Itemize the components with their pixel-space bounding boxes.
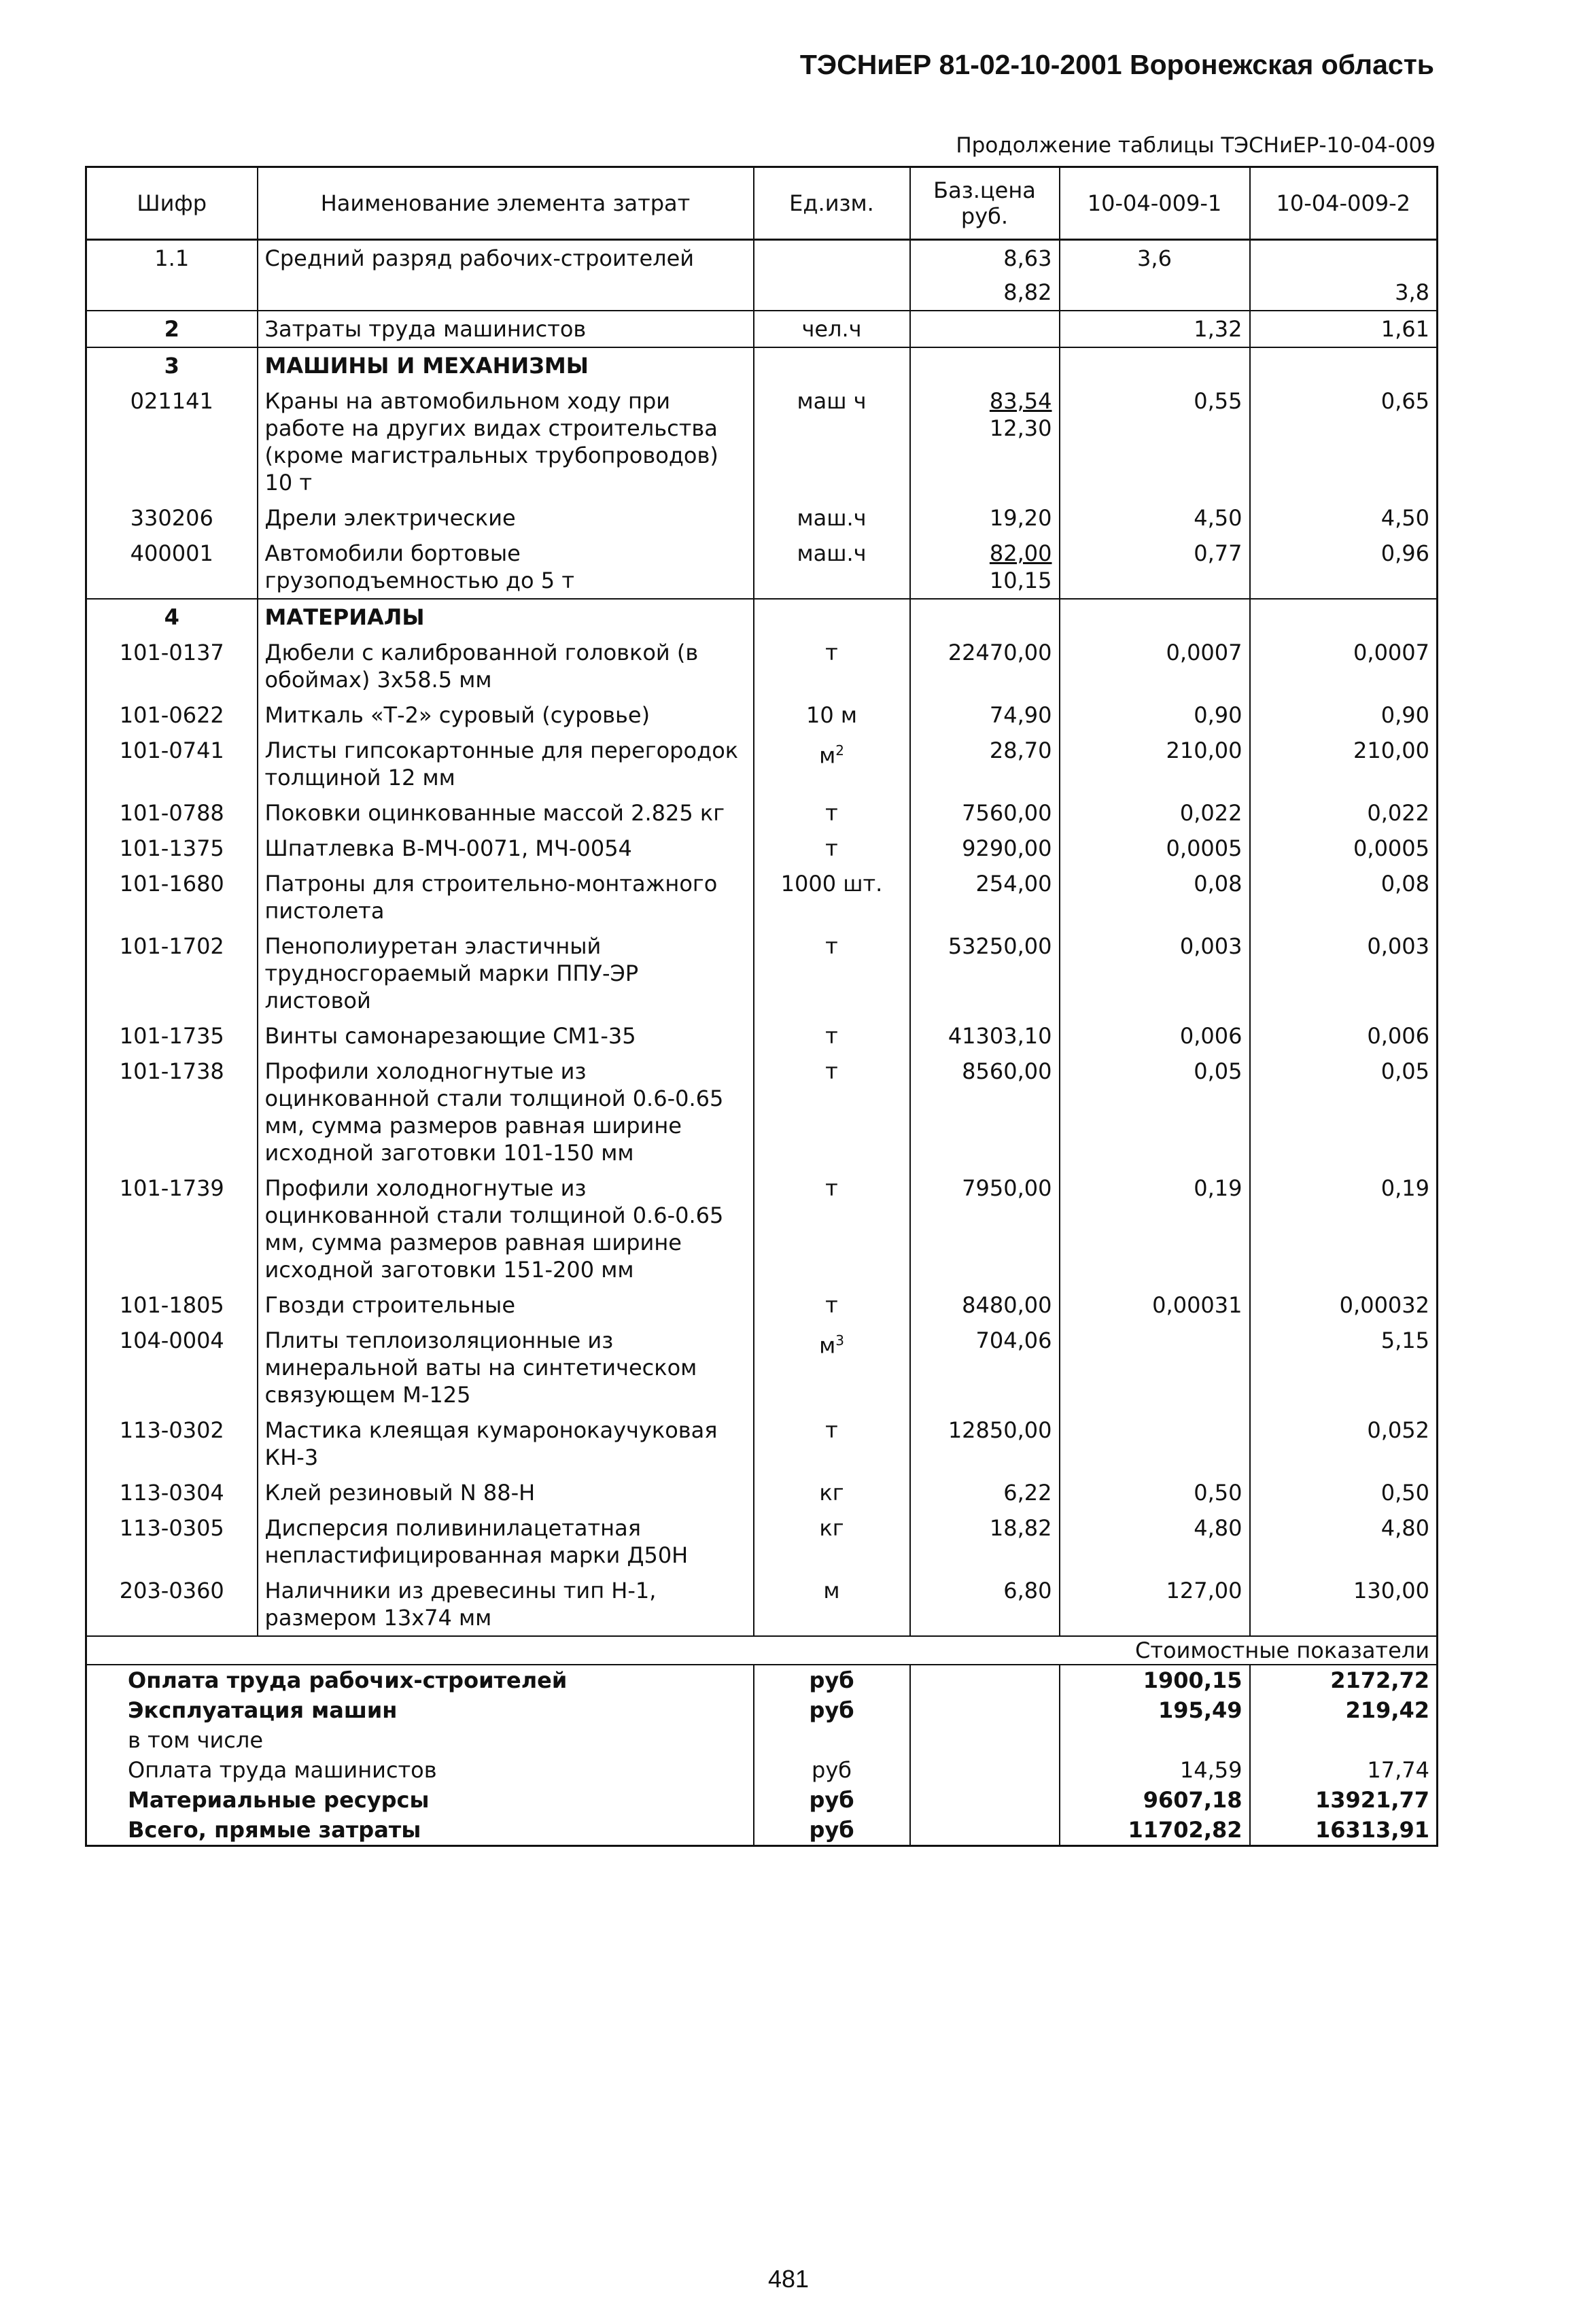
cost-unit: руб xyxy=(754,1665,910,1695)
cell-code: 101-1680 xyxy=(86,866,258,929)
table-row-material xyxy=(86,1287,1438,1323)
cost-label: Материальные ресурсы xyxy=(86,1785,754,1815)
cell-name: Затраты труда машинистов xyxy=(258,311,754,347)
cell-code: 113-0305 xyxy=(86,1510,258,1573)
cell-name: Краны на автомобильном ходу при работе на других видах строительства (кроме магистральных трубопроводов) 10 т xyxy=(258,383,754,500)
column-header-price: Баз.цена руб. xyxy=(910,167,1060,240)
cost-row xyxy=(86,1815,1438,1846)
cell-unit: маш ч xyxy=(754,383,910,500)
cell-code: 3 xyxy=(86,347,258,383)
unit-value: т xyxy=(825,800,838,826)
cell-unit xyxy=(754,697,910,733)
table-row-material xyxy=(86,635,1438,697)
cell-code: 101-0741 xyxy=(86,733,258,795)
cell-code: 203-0360 xyxy=(86,1573,258,1636)
cell-price: 41303,10 xyxy=(910,1018,1060,1054)
cell-price: 6,22 xyxy=(910,1475,1060,1510)
cell-price: 12850,00 xyxy=(910,1412,1060,1475)
table-row-material xyxy=(86,831,1438,866)
column-header-unit: Ед.изм. xyxy=(754,167,910,240)
cell-price: 254,00 xyxy=(910,866,1060,929)
cell-10-04-009-2: 1,61 xyxy=(1250,311,1438,347)
cost-10-04-009-2: 13921,77 xyxy=(1250,1785,1438,1815)
cost-norms-table xyxy=(85,166,1438,1847)
cost-10-04-009-1: 11702,82 xyxy=(1060,1815,1250,1846)
cell-unit xyxy=(754,1054,910,1170)
cell-name: Гвозди строительные xyxy=(258,1287,754,1323)
cell-10-04-009-1: 0,19 xyxy=(1060,1170,1250,1287)
cost-label: Оплата труда машинистов xyxy=(86,1755,754,1785)
cell-10-04-009-2 xyxy=(1250,240,1438,311)
unit-value: кг xyxy=(819,1515,844,1541)
cost-label: в том числе xyxy=(86,1725,754,1755)
cell-code: 4 xyxy=(86,599,258,635)
cell-name: Средний разряд рабочих-строителей xyxy=(258,240,754,311)
cell-unit: чел.ч xyxy=(754,311,910,347)
unit-value: т xyxy=(825,1023,838,1049)
cell-name: Дрели электрические xyxy=(258,500,754,536)
cell-code: 101-1375 xyxy=(86,831,258,866)
page-header-title: ТЭСНиЕР 81-02-10-2001 Воронежская область xyxy=(799,49,1434,80)
cell-price: 74,90 xyxy=(910,697,1060,733)
table-row-material xyxy=(86,1475,1438,1510)
unit-value: м xyxy=(823,1578,840,1603)
price-value-secondary: 12,30 xyxy=(989,415,1052,441)
cost-10-04-009-1: 14,59 xyxy=(1060,1755,1250,1785)
unit-value: т xyxy=(825,640,838,665)
cell-name: Плиты теплоизоляционные из минеральной ваты на синтетическом связующем М-125 xyxy=(258,1323,754,1412)
column-header-code: Шифр xyxy=(86,167,258,240)
cell-10-04-009-2 xyxy=(1250,347,1438,383)
cell-name: Пенополиуретан эластичный трудносгораемый марки ППУ-ЭР листовой xyxy=(258,929,754,1018)
unit-value: т xyxy=(825,835,838,861)
table-row-material xyxy=(86,1018,1438,1054)
table-row-machine xyxy=(86,500,1438,536)
table-row-material xyxy=(86,1054,1438,1170)
table-row-material xyxy=(86,1510,1438,1573)
cell-code: 2 xyxy=(86,311,258,347)
cell-name: Листы гипсокартонные для перегородок толщиной 12 мм xyxy=(258,733,754,795)
unit-value: кг xyxy=(819,1480,844,1506)
cell-10-04-009-2: 0,052 xyxy=(1250,1412,1438,1475)
cell-10-04-009-2 xyxy=(1250,599,1438,635)
cell-10-04-009-1 xyxy=(1060,240,1250,311)
cell-10-04-009-1: 4,50 xyxy=(1060,500,1250,536)
cell-price: 8480,00 xyxy=(910,1287,1060,1323)
cell-price xyxy=(910,311,1060,347)
cell-unit xyxy=(754,1323,910,1412)
cell-unit xyxy=(754,831,910,866)
cell-10-04-009-1 xyxy=(1060,347,1250,383)
cell-unit: маш.ч xyxy=(754,500,910,536)
section-row-machines xyxy=(86,347,1438,383)
cell-code: 101-1738 xyxy=(86,1054,258,1170)
table-row-material xyxy=(86,929,1438,1018)
cell-price: 7560,00 xyxy=(910,795,1060,831)
cell-price: 53250,00 xyxy=(910,929,1060,1018)
column-header-10-04-009-1: 10-04-009-1 xyxy=(1060,167,1250,240)
unit-value: т xyxy=(825,1417,838,1443)
grade-value-1: 3,6 xyxy=(1137,245,1172,271)
cell-10-04-009-2: 210,00 xyxy=(1250,733,1438,795)
cost-row xyxy=(86,1665,1438,1695)
table-row-material xyxy=(86,1323,1438,1412)
cell-name: МАТЕРИАЛЫ xyxy=(258,599,754,635)
cell-unit xyxy=(754,1573,910,1636)
cost-empty xyxy=(910,1665,1060,1695)
cost-empty xyxy=(910,1785,1060,1815)
cost-10-04-009-2: 2172,72 xyxy=(1250,1665,1438,1695)
cell-10-04-009-2: 0,00032 xyxy=(1250,1287,1438,1323)
cell-unit xyxy=(754,1018,910,1054)
table-header xyxy=(86,167,1438,240)
cell-code: 113-0304 xyxy=(86,1475,258,1510)
unit-superscript: 2 xyxy=(835,742,844,759)
cell-price: 704,06 xyxy=(910,1323,1060,1412)
section-row-materials xyxy=(86,599,1438,635)
cell-10-04-009-1: 0,006 xyxy=(1060,1018,1250,1054)
table-row-material xyxy=(86,697,1438,733)
cost-10-04-009-2: 17,74 xyxy=(1250,1755,1438,1785)
cell-name: Патроны для строительно-монтажного пистолета xyxy=(258,866,754,929)
price-value-2: 8,82 xyxy=(1003,279,1052,305)
cell-10-04-009-1: 0,50 xyxy=(1060,1475,1250,1510)
cost-empty xyxy=(910,1815,1060,1846)
cell-unit xyxy=(754,599,910,635)
column-header-10-04-009-2: 10-04-009-2 xyxy=(1250,167,1438,240)
cell-10-04-009-2: 0,08 xyxy=(1250,866,1438,929)
cell-code: 113-0302 xyxy=(86,1412,258,1475)
cell-price xyxy=(910,536,1060,599)
cell-code: 330206 xyxy=(86,500,258,536)
cell-10-04-009-1: 0,90 xyxy=(1060,697,1250,733)
table-row-material xyxy=(86,866,1438,929)
cell-unit xyxy=(754,240,910,311)
cell-name: Профили холодногнутые из оцинкованной стали толщиной 0.6-0.65 мм, сумма размеров равная ширине исходной заготовки 101-150 мм xyxy=(258,1054,754,1170)
cell-10-04-009-2: 0,96 xyxy=(1250,536,1438,599)
cell-name: Профили холодногнутые из оцинкованной стали толщиной 0.6-0.65 мм, сумма размеров равная ширине исходной заготовки 151-200 мм xyxy=(258,1170,754,1287)
cost-empty xyxy=(910,1725,1060,1755)
cell-unit xyxy=(754,1510,910,1573)
cell-10-04-009-2: 0,05 xyxy=(1250,1054,1438,1170)
cell-10-04-009-2: 0,90 xyxy=(1250,697,1438,733)
table-row-material xyxy=(86,795,1438,831)
unit-value: т xyxy=(825,933,838,959)
cell-10-04-009-1: 1,32 xyxy=(1060,311,1250,347)
price-value: 83,54 xyxy=(989,388,1052,414)
cost-unit: руб xyxy=(754,1815,910,1846)
unit-value: м xyxy=(819,742,836,769)
table-row-grade xyxy=(86,240,1438,311)
table-body xyxy=(86,240,1438,1846)
cell-name: Наличники из древесины тип Н-1, размером 13х74 мм xyxy=(258,1573,754,1636)
cell-unit xyxy=(754,733,910,795)
cell-unit xyxy=(754,1412,910,1475)
cost-row xyxy=(86,1695,1438,1725)
cell-price: 18,82 xyxy=(910,1510,1060,1573)
cell-price xyxy=(910,240,1060,311)
cell-code: 101-0788 xyxy=(86,795,258,831)
cell-code: 104-0004 xyxy=(86,1323,258,1412)
cell-10-04-009-2: 4,50 xyxy=(1250,500,1438,536)
cell-name: Дисперсия поливинилацетатная непластифицированная марки Д50Н xyxy=(258,1510,754,1573)
cost-label: Всего, прямые затраты xyxy=(86,1815,754,1846)
unit-value: т xyxy=(825,1175,838,1201)
cost-row xyxy=(86,1755,1438,1785)
table-continuation-caption: Продолжение таблицы ТЭСНиЕР-10-04-009 xyxy=(956,133,1436,158)
table-row-machine xyxy=(86,383,1438,500)
cell-unit xyxy=(754,635,910,697)
cost-10-04-009-2: 219,42 xyxy=(1250,1695,1438,1725)
cost-10-04-009-2 xyxy=(1250,1725,1438,1755)
cell-10-04-009-2: 0,65 xyxy=(1250,383,1438,500)
table-row-material xyxy=(86,1170,1438,1287)
unit-value: м xyxy=(819,1332,836,1359)
cell-code: 1.1 xyxy=(86,240,258,311)
cell-10-04-009-1: 0,0005 xyxy=(1060,831,1250,866)
cost-10-04-009-1: 1900,15 xyxy=(1060,1665,1250,1695)
cell-10-04-009-1: 0,08 xyxy=(1060,866,1250,929)
cell-10-04-009-1: 0,55 xyxy=(1060,383,1250,500)
cell-10-04-009-2: 0,003 xyxy=(1250,929,1438,1018)
cell-name: Автомобили бортовые грузоподъемностью до 5 т xyxy=(258,536,754,599)
cell-price xyxy=(910,383,1060,500)
unit-value: 10 м xyxy=(805,702,858,728)
cell-price xyxy=(910,599,1060,635)
table-row-machine xyxy=(86,536,1438,599)
cell-unit xyxy=(754,1287,910,1323)
cell-price: 22470,00 xyxy=(910,635,1060,697)
cost-indicators-caption-row xyxy=(86,1636,1438,1665)
cell-unit xyxy=(754,1475,910,1510)
cell-10-04-009-1: 0,05 xyxy=(1060,1054,1250,1170)
cost-10-04-009-2: 16313,91 xyxy=(1250,1815,1438,1846)
column-header-name: Наименование элемента затрат xyxy=(258,167,754,240)
cell-price: 8560,00 xyxy=(910,1054,1060,1170)
price-value: 19,20 xyxy=(989,505,1052,531)
cost-row xyxy=(86,1725,1438,1755)
cell-unit xyxy=(754,795,910,831)
unit-superscript: 3 xyxy=(835,1332,844,1349)
cell-10-04-009-2: 0,50 xyxy=(1250,1475,1438,1510)
cell-price: 9290,00 xyxy=(910,831,1060,866)
cell-10-04-009-1: 210,00 xyxy=(1060,733,1250,795)
cell-10-04-009-2: 0,19 xyxy=(1250,1170,1438,1287)
cell-name: Поковки оцинкованные массой 2.825 кг xyxy=(258,795,754,831)
cell-code: 101-1739 xyxy=(86,1170,258,1287)
cost-unit: руб xyxy=(754,1695,910,1725)
cell-code: 400001 xyxy=(86,536,258,599)
cell-name: Винты самонарезающие СМ1-35 xyxy=(258,1018,754,1054)
price-value-1: 8,63 xyxy=(1003,245,1052,271)
cell-unit xyxy=(754,866,910,929)
cell-code: 021141 xyxy=(86,383,258,500)
cost-10-04-009-1 xyxy=(1060,1725,1250,1755)
cell-10-04-009-2: 130,00 xyxy=(1250,1573,1438,1636)
cell-code: 101-1735 xyxy=(86,1018,258,1054)
cell-10-04-009-1 xyxy=(1060,1412,1250,1475)
cost-empty xyxy=(910,1695,1060,1725)
table-row-machinists xyxy=(86,311,1438,347)
cell-10-04-009-2: 0,0005 xyxy=(1250,831,1438,866)
cost-empty xyxy=(910,1755,1060,1785)
cell-10-04-009-2: 0,0007 xyxy=(1250,635,1438,697)
cell-code: 101-1702 xyxy=(86,929,258,1018)
cell-unit xyxy=(754,1170,910,1287)
cell-10-04-009-1: 0,77 xyxy=(1060,536,1250,599)
cost-label: Эксплуатация машин xyxy=(86,1695,754,1725)
cell-unit xyxy=(754,347,910,383)
price-value-secondary: 10,15 xyxy=(989,568,1052,593)
cell-10-04-009-1 xyxy=(1060,1323,1250,1412)
cell-unit: маш.ч xyxy=(754,536,910,599)
cell-name: Дюбели с калиброванной головкой (в обоймах) 3х58.5 мм xyxy=(258,635,754,697)
cell-10-04-009-1: 0,003 xyxy=(1060,929,1250,1018)
cell-10-04-009-2: 4,80 xyxy=(1250,1510,1438,1573)
table-row-material xyxy=(86,733,1438,795)
cell-price xyxy=(910,347,1060,383)
page-number: 481 xyxy=(767,2265,810,2293)
cell-code: 101-1805 xyxy=(86,1287,258,1323)
price-value: 82,00 xyxy=(989,540,1052,566)
cell-10-04-009-1: 4,80 xyxy=(1060,1510,1250,1573)
cost-label: Оплата труда рабочих-строителей xyxy=(86,1665,754,1695)
cell-10-04-009-1: 127,00 xyxy=(1060,1573,1250,1636)
cell-code: 101-0137 xyxy=(86,635,258,697)
cost-unit xyxy=(754,1725,910,1755)
cost-10-04-009-1: 195,49 xyxy=(1060,1695,1250,1725)
cell-name: Мастика клеящая кумаронокаучуковая КН-3 xyxy=(258,1412,754,1475)
cell-name: Шпатлевка В-МЧ-0071, МЧ-0054 xyxy=(258,831,754,866)
cell-price xyxy=(910,500,1060,536)
unit-value: т xyxy=(825,1058,838,1084)
unit-value: 1000 шт. xyxy=(780,871,883,897)
cell-price: 6,80 xyxy=(910,1573,1060,1636)
cell-name: Клей резиновый N 88-Н xyxy=(258,1475,754,1510)
grade-value-2: 3,8 xyxy=(1395,279,1429,305)
cell-10-04-009-2: 0,022 xyxy=(1250,795,1438,831)
cost-unit: руб xyxy=(754,1785,910,1815)
table-row-material xyxy=(86,1412,1438,1475)
cell-code: 101-0622 xyxy=(86,697,258,733)
cell-10-04-009-1: 0,022 xyxy=(1060,795,1250,831)
cell-price: 7950,00 xyxy=(910,1170,1060,1287)
cell-name: Миткаль «Т-2» суровый (суровье) xyxy=(258,697,754,733)
cell-10-04-009-2: 0,006 xyxy=(1250,1018,1438,1054)
cell-10-04-009-1: 0,00031 xyxy=(1060,1287,1250,1323)
cost-indicators-caption: Стоимостные показатели xyxy=(86,1636,1438,1665)
cell-price: 28,70 xyxy=(910,733,1060,795)
cost-10-04-009-1: 9607,18 xyxy=(1060,1785,1250,1815)
cell-10-04-009-1: 0,0007 xyxy=(1060,635,1250,697)
cell-name: МАШИНЫ И МЕХАНИЗМЫ xyxy=(258,347,754,383)
unit-value: т xyxy=(825,1292,838,1318)
cell-unit xyxy=(754,929,910,1018)
cell-10-04-009-2: 5,15 xyxy=(1250,1323,1438,1412)
cost-unit: руб xyxy=(754,1755,910,1785)
table-row-material xyxy=(86,1573,1438,1636)
cost-row xyxy=(86,1785,1438,1815)
cell-10-04-009-1 xyxy=(1060,599,1250,635)
